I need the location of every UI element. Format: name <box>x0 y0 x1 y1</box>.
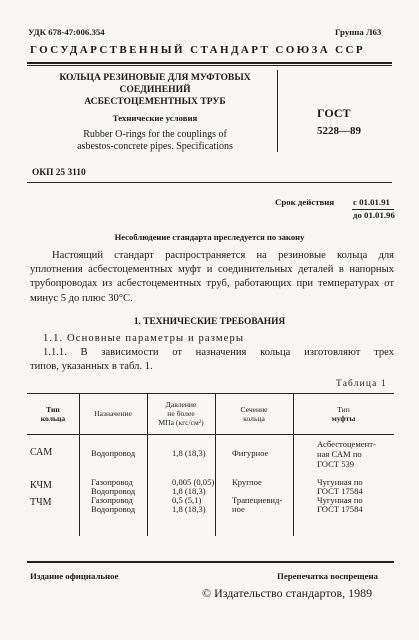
cell-coupling: ГОСТ 17584 <box>317 486 363 496</box>
okp-code: ОКП 25 3110 <box>32 168 86 178</box>
title-english-1: Rubber O-rings for the couplings of <box>83 129 227 140</box>
cell-coupling: Чугунная по <box>317 477 363 487</box>
footer-rule <box>27 561 394 563</box>
cell-pressure: 1,8 (18,3) <box>172 504 206 514</box>
cell-pressure: 1,8 (18,3) <box>172 486 206 496</box>
header-pressure-line2: не более <box>167 409 195 418</box>
title-bottom-rule <box>27 182 392 183</box>
cell-type: КЧМ <box>30 480 52 491</box>
table-caption: Таблица 1 <box>336 379 387 389</box>
header-section-line2: кольца <box>243 414 265 423</box>
copyright-notice: © Издательство стандартов, 1989 <box>202 586 373 600</box>
gost-number: 5228—89 <box>317 125 361 137</box>
header-coupling-line2: муфты <box>331 414 356 423</box>
cell-type: САМ <box>30 447 53 458</box>
law-note: Несоблюдение стандарта преследуется по закону <box>114 232 305 242</box>
title-line-3: АСБЕСТОЦЕМЕНТНЫХ ТРУБ <box>84 96 226 107</box>
cell-coupling: Чугунная по <box>317 495 363 505</box>
header-section-line1: Сечение <box>240 405 268 414</box>
group-code: Группа Л63 <box>335 27 382 37</box>
cell-section: Трапециевид- <box>232 495 283 505</box>
cell-purpose: Водопровод <box>91 448 136 458</box>
section-heading: 1. ТЕХНИЧЕСКИЕ ТРЕБОВАНИЯ <box>133 317 286 327</box>
banner-rule <box>27 62 392 64</box>
cell-coupling: Асбестоцемент- <box>317 439 376 449</box>
subsection-heading: 1.1. Основные параметры и размеры <box>43 333 245 344</box>
table-header-rule <box>27 434 394 435</box>
paragraph-1-1-1-line1: 1.1.1. В зависимости от назначения кольца изготовляют трех <box>43 347 394 358</box>
official-edition: Издание официальное <box>30 571 119 581</box>
cell-pressure: 1,8 (18,3) <box>172 448 206 458</box>
state-standard-banner: ГОСУДАРСТВЕННЫЙ СТАНДАРТ СОЮЗА ССР <box>30 44 365 56</box>
cell-purpose: Газопровод <box>91 477 133 487</box>
title-divider <box>277 70 278 152</box>
udk-code: УДК 678-47:006.354 <box>28 27 105 37</box>
header-type-line1: Тип <box>46 405 60 414</box>
title-line-2: СОЕДИНЕНИЙ <box>119 84 191 95</box>
header-pressure-line1: Давление <box>165 400 197 409</box>
title-subtitle: Технические условия <box>112 113 198 123</box>
cell-purpose: Водопровод <box>91 486 136 496</box>
cell-pressure: 0,005 (0,05) <box>172 477 215 487</box>
title-english-2: asbestos-concrete pipes. Specifications <box>77 141 233 152</box>
header-type-line2: кольца <box>40 414 66 423</box>
cell-section: Фигурное <box>232 448 269 458</box>
validity-to: до 01.01.96 <box>353 210 395 220</box>
cell-coupling: ГОСТ 539 <box>317 459 355 469</box>
cell-section: ное <box>232 504 245 514</box>
cell-purpose: Газопровод <box>91 495 133 505</box>
validity-label: Срок действия <box>275 197 335 207</box>
table-top-rule <box>27 393 394 394</box>
cell-type: ТЧМ <box>30 497 52 508</box>
gost-label: ГОСТ <box>317 106 351 120</box>
header-coupling-line1: Тип <box>337 405 350 414</box>
cell-section: Круглое <box>232 477 262 487</box>
intro-paragraph: Настоящий стандарт распространяется на резиновые кольца для уплотнения асбестоцементных муфт и соединительных деталей в напорных трубопроводах из асбестоцементных труб, работающих при температурах от минус 5 до плюс 30°С. <box>30 250 394 304</box>
header-purpose: Назначение <box>94 409 132 418</box>
banner-rule-thin <box>27 65 392 66</box>
reprint-prohibited: Перепечатка воспрещена <box>277 571 378 581</box>
cell-purpose: Водопровод <box>91 504 136 514</box>
cell-coupling: ГОСТ 17584 <box>317 504 363 514</box>
validity-from: с 01.01.91 <box>353 197 390 207</box>
cell-coupling: ная САМ по <box>317 449 362 459</box>
paragraph-1-1-1-line2: типов, указанных в табл. 1. <box>30 361 153 372</box>
title-line-1: КОЛЬЦА РЕЗИНОВЫЕ ДЛЯ МУФТОВЫХ <box>59 72 251 83</box>
cell-pressure: 0,5 (5,1) <box>172 495 202 505</box>
header-pressure-line3: МПа (кгс/см²) <box>158 418 204 427</box>
